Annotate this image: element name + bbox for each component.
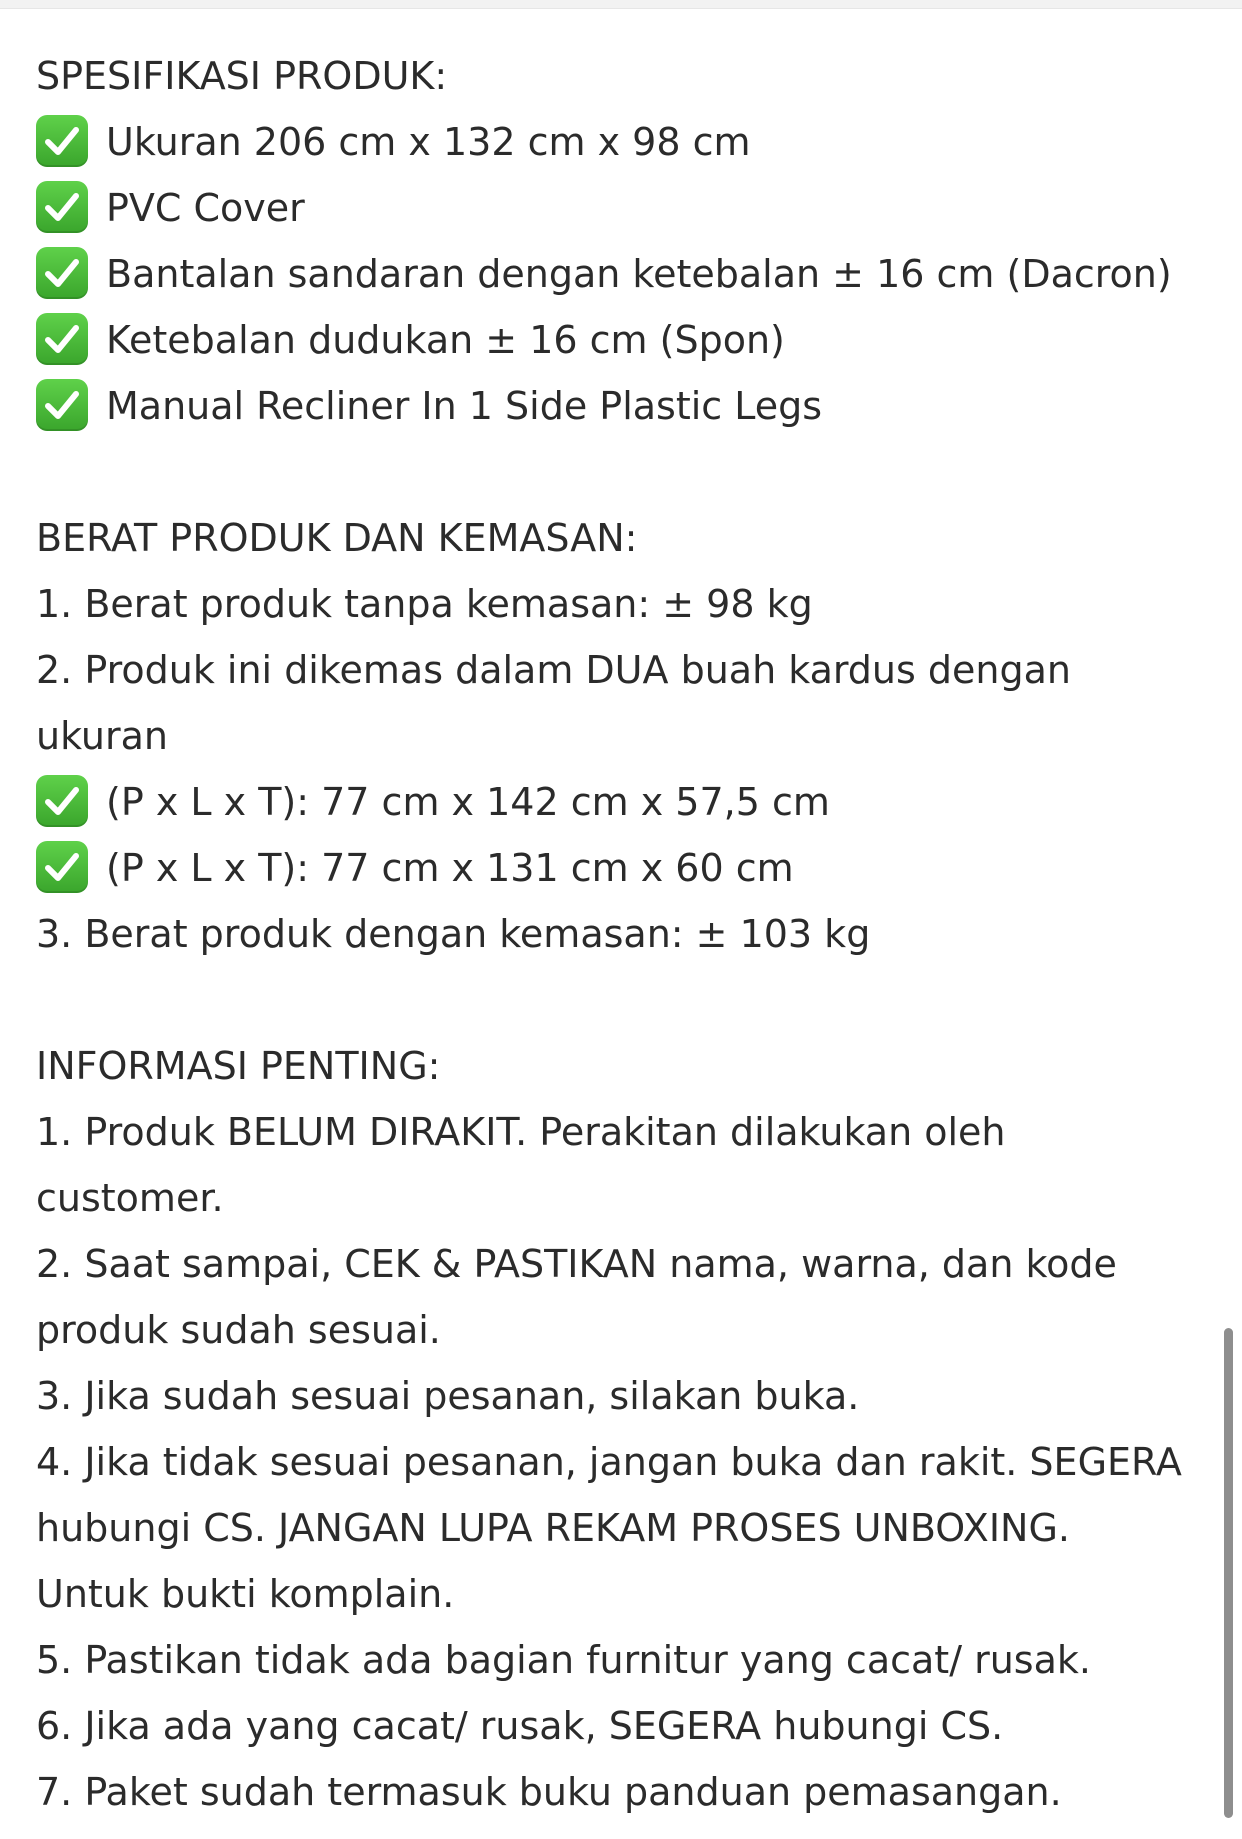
- spec-item: [36, 109, 1206, 175]
- spec-item-text: Manual Recliner In 1 Side Plastic Legs: [106, 384, 823, 428]
- spec-item: [36, 307, 1206, 373]
- blank-line: [36, 967, 1206, 1033]
- spec-item: [36, 373, 1206, 439]
- weight-line: ukuran: [36, 714, 168, 758]
- info-line: Untuk bukti komplain.: [36, 1572, 455, 1616]
- weight-line: 3. Berat produk dengan kemasan: ± 103 kg: [36, 912, 871, 956]
- info-line: 7. Paket sudah termasuk buku panduan pemasangan.: [36, 1770, 1062, 1814]
- top-divider: [0, 0, 1242, 9]
- info-line: hubungi CS. JANGAN LUPA REKAM PROSES UNBOXING.: [36, 1506, 1070, 1550]
- product-description: [36, 43, 1206, 1825]
- blank-line: [36, 439, 1206, 505]
- weight-heading: BERAT PRODUK DAN KEMASAN:: [36, 516, 638, 560]
- info-line: 3. Jika sudah sesuai pesanan, silakan buka.: [36, 1374, 860, 1418]
- info-line: 4. Jika tidak sesuai pesanan, jangan buka dan rakit. SEGERA: [36, 1440, 1182, 1484]
- spec-item-text: Ketebalan dudukan ± 16 cm (Spon): [106, 318, 785, 362]
- info-line: 5. Pastikan tidak ada bagian furnitur yang cacat/ rusak.: [36, 1638, 1091, 1682]
- info-heading: INFORMASI PENTING:: [36, 1044, 441, 1088]
- check-mark-button-icon: [36, 841, 88, 893]
- weight-line: 2. Produk ini dikemas dalam DUA buah kardus dengan: [36, 648, 1071, 692]
- check-mark-button-icon: [36, 115, 88, 167]
- check-mark-button-icon: [36, 181, 88, 233]
- info-line: produk sudah sesuai.: [36, 1308, 441, 1352]
- info-line: customer.: [36, 1176, 224, 1220]
- box-size-text: (P x L x T): 77 cm x 131 cm x 60 cm: [106, 846, 794, 890]
- box-size-text: (P x L x T): 77 cm x 142 cm x 57,5 cm: [106, 780, 830, 824]
- spec-heading: SPESIFIKASI PRODUK:: [36, 54, 448, 98]
- weight-line: 1. Berat produk tanpa kemasan: ± 98 kg: [36, 582, 813, 626]
- info-line: 2. Saat sampai, CEK & PASTIKAN nama, warna, dan kode: [36, 1242, 1117, 1286]
- box-size-item: [36, 835, 1206, 901]
- vertical-scrollbar[interactable]: [1224, 1328, 1233, 1818]
- check-mark-button-icon: [36, 775, 88, 827]
- check-mark-button-icon: [36, 247, 88, 299]
- check-mark-button-icon: [36, 313, 88, 365]
- info-line: 1. Produk BELUM DIRAKIT. Perakitan dilakukan oleh: [36, 1110, 1006, 1154]
- spec-item: [36, 241, 1206, 307]
- spec-item-text: PVC Cover: [106, 186, 305, 230]
- spec-item: [36, 175, 1206, 241]
- spec-item-text: Ukuran 206 cm x 132 cm x 98 cm: [106, 120, 751, 164]
- box-size-item: [36, 769, 1206, 835]
- check-mark-button-icon: [36, 379, 88, 431]
- spec-item-text: Bantalan sandaran dengan ketebalan ± 16 cm (Dacron): [106, 252, 1172, 296]
- info-line: 6. Jika ada yang cacat/ rusak, SEGERA hubungi CS.: [36, 1704, 1004, 1748]
